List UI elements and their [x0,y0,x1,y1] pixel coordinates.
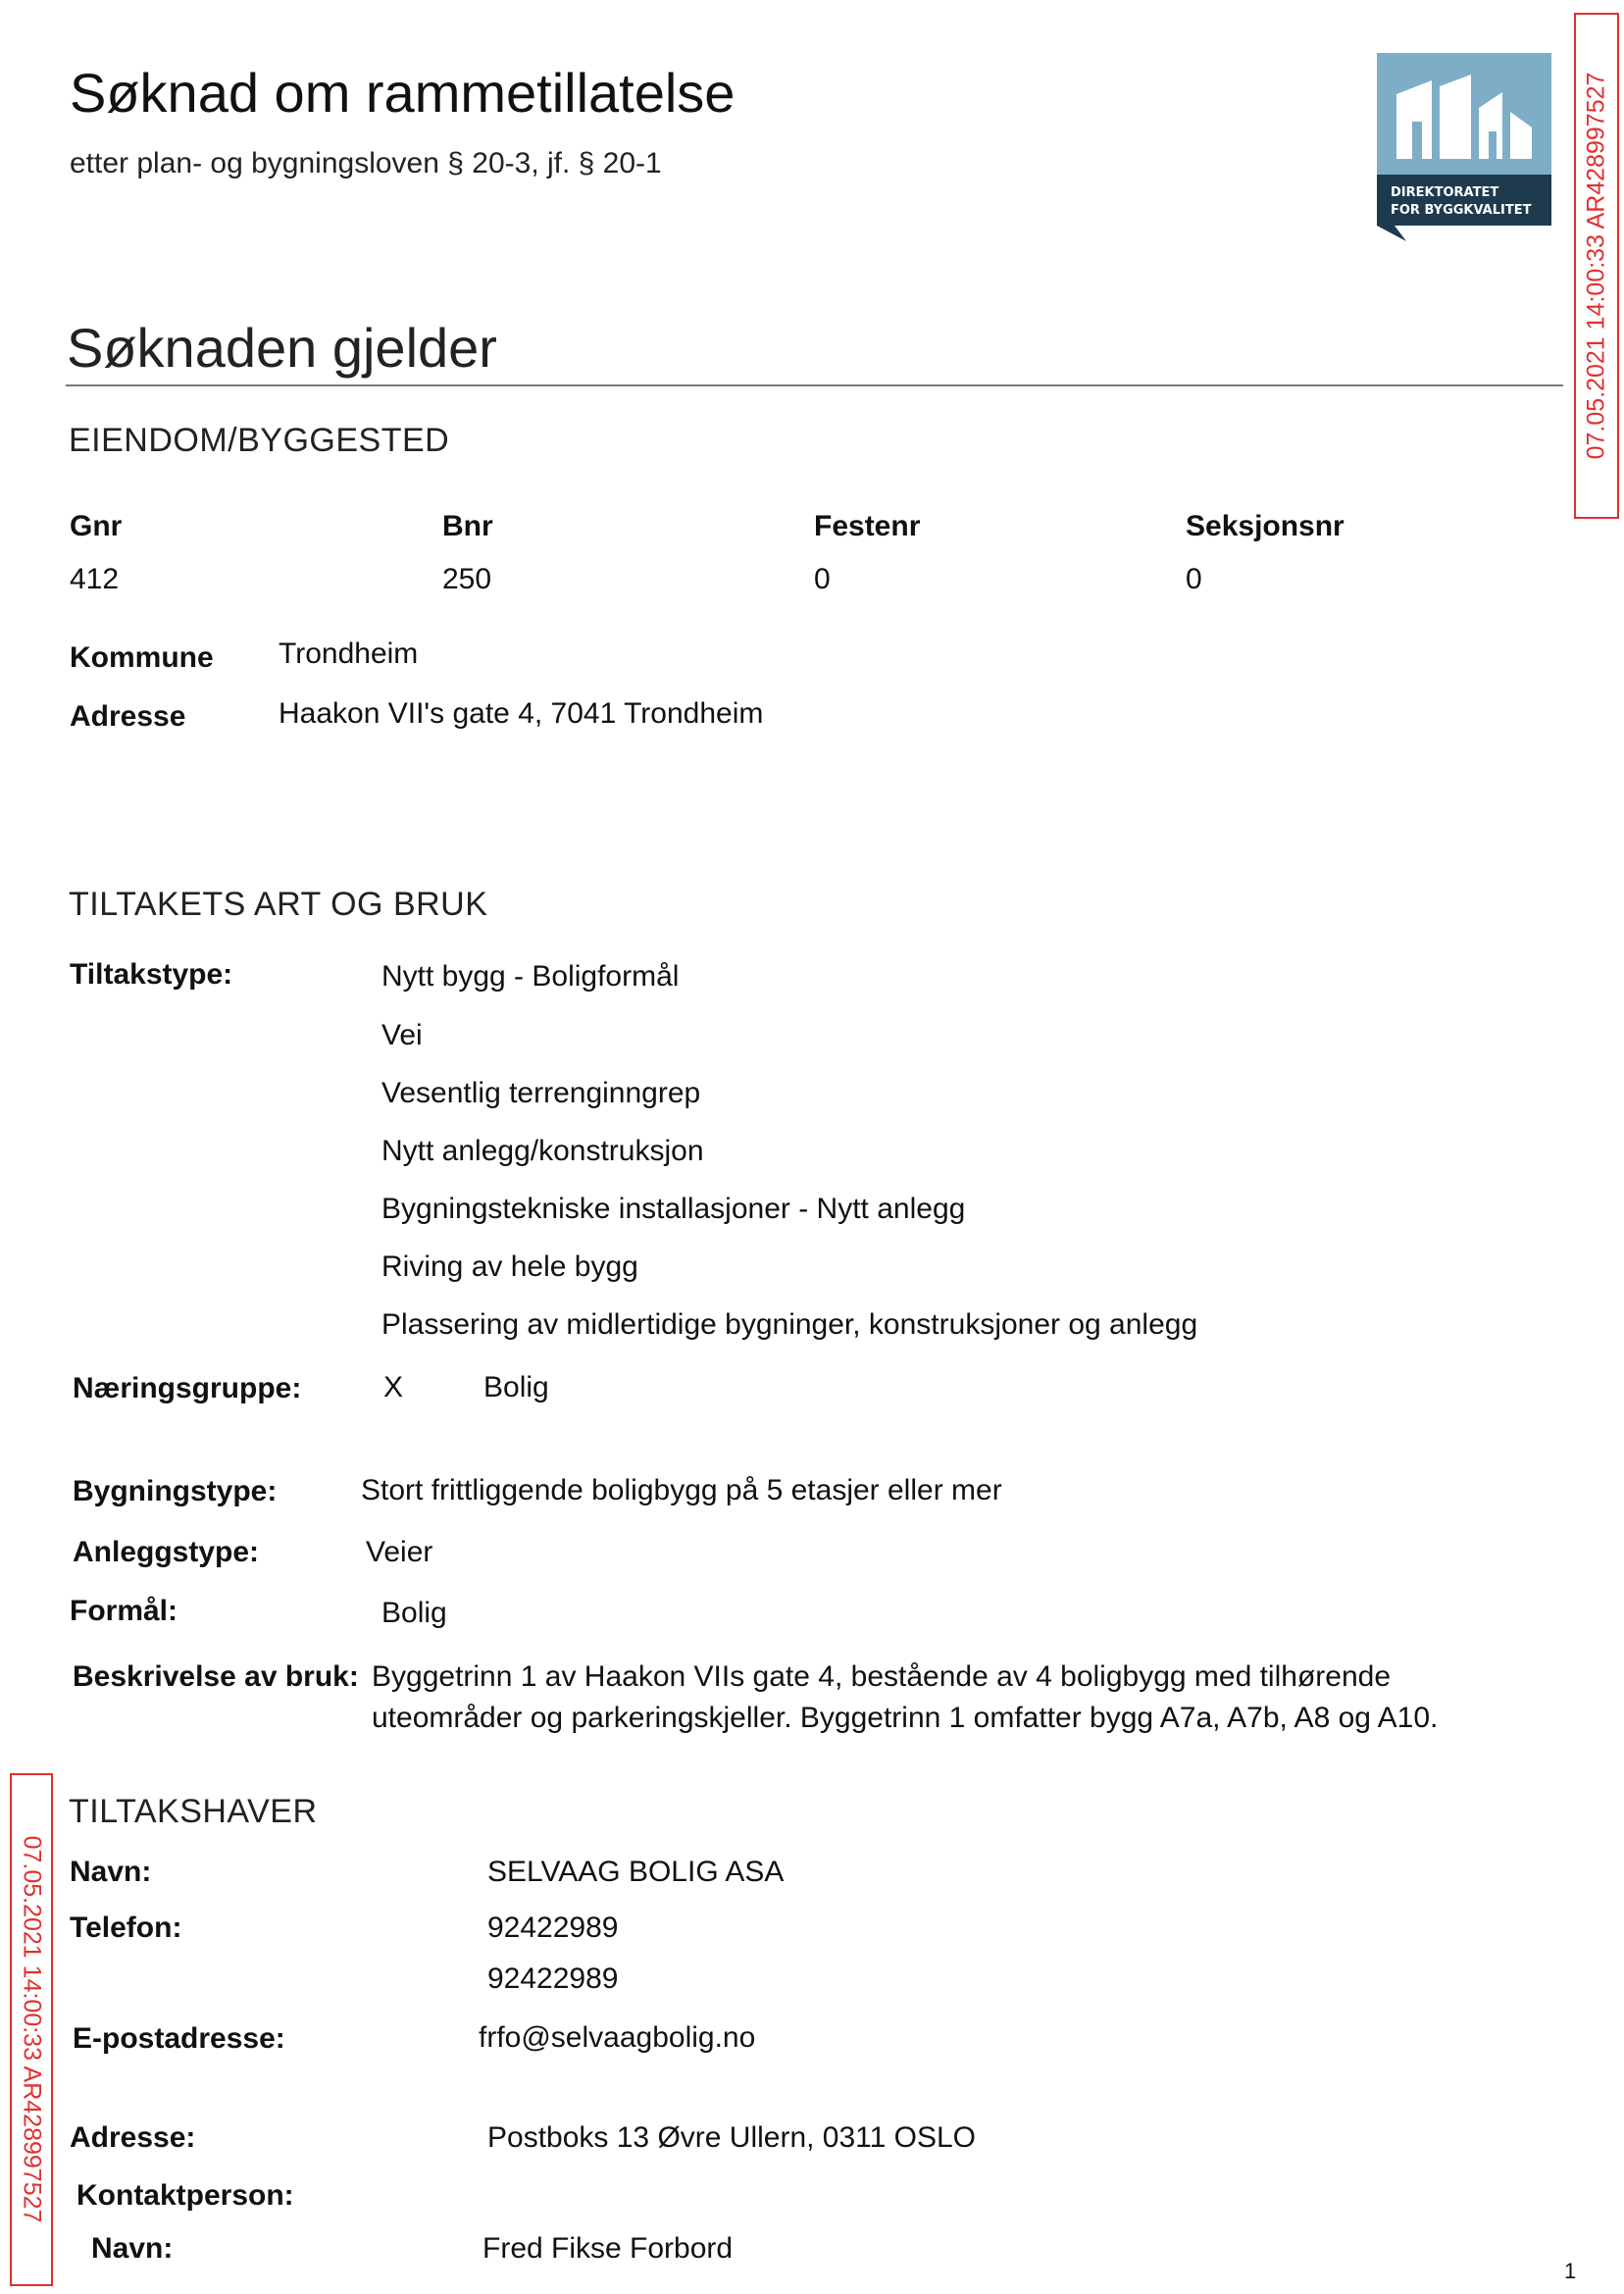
document-title: Søknad om rammetillatelse [70,62,736,124]
anleggstype-value: Veier [366,1536,433,1568]
kommune-value: Trondheim [279,637,419,670]
telefon-value: 92422989 [487,1912,619,1944]
naeringsgruppe-code: X [383,1371,404,1403]
tiltakstype-label: Tiltakstype: [70,958,233,991]
naeringsgruppe-value: Bolig [483,1371,549,1403]
kontakt-navn-label: Navn: [91,2232,174,2265]
eiendom-heading: EIENDOM/BYGGESTED [69,422,450,459]
anleggstype-label: Anleggstype: [73,1536,260,1568]
tiltakstype-item: Bygningstekniske installasjoner - Nytt anlegg [381,1193,966,1225]
tiltakstype-item: Nytt anlegg/konstruksjon [381,1135,704,1167]
festenr-label: Festenr [814,510,921,542]
tiltakstype-item: Vei [381,1019,423,1051]
tiltakstype-item: Nytt bygg - Boligformål [381,960,680,993]
navn-label: Navn: [70,1856,152,1888]
page-number: 1 [1564,2259,1577,2283]
kommune-label: Kommune [70,641,214,674]
bnr-label: Bnr [442,510,493,542]
bnr-value: 250 [442,563,492,595]
archive-stamp-top [1574,13,1619,519]
telefon-value: 92422989 [487,1963,619,1995]
archive-stamp-left [10,1773,53,2286]
tiltakshaver-heading: TILTAKSHAVER [69,1793,318,1830]
kontaktperson-label: Kontaktperson: [76,2179,294,2212]
dibk-logo [1377,53,1551,241]
beskrivelse-line: Byggetrinn 1 av Haakon VIIs gate 4, bestående av 4 boligbygg med tilhørende [372,1660,1391,1693]
epost-label: E-postadresse: [73,2022,285,2055]
tiltakstype-item: Riving av hele bygg [381,1250,638,1283]
kontakt-navn-value: Fred Fikse Forbord [482,2232,734,2265]
seksjonsnr-value: 0 [1186,563,1202,595]
epost-value: frfo@selvaagbolig.no [479,2021,756,2054]
gnr-value: 412 [70,563,120,595]
logo-text-line1: DIREKTORATET [1391,185,1499,200]
tiltakshaver-adresse-label: Adresse: [70,2121,196,2154]
tiltak-heading: TILTAKETS ART OG BRUK [69,886,488,923]
archive-stamp-text: 07.05.2021 14:00:33 AR428997527 [18,1835,46,2223]
archive-stamp-text: 07.05.2021 14:00:33 AR428997527 [1582,72,1610,460]
document-subtitle: etter plan- og bygningsloven § 20-3, jf. § 20-1 [70,147,662,179]
tiltakstype-item: Vesentlig terrenginngrep [381,1077,701,1109]
beskrivelse-line: uteområder og parkeringskjeller. Byggetrinn 1 omfatter bygg A7a, A7b, A8 og A10. [372,1702,1439,1734]
festenr-value: 0 [814,563,831,595]
bygningstype-value: Stort frittliggende boligbygg på 5 etasjer eller mer [361,1474,1002,1506]
adresse-label: Adresse [70,700,186,733]
dibk-logo-graphic [1377,53,1551,241]
section-divider [66,384,1563,386]
bygningstype-label: Bygningstype: [73,1475,278,1507]
navn-value: SELVAAG BOLIG ASA [487,1856,785,1888]
telefon-label: Telefon: [70,1912,182,1944]
beskrivelse-label: Beskrivelse av bruk: [73,1660,359,1693]
tiltakshaver-adresse-value: Postboks 13 Øvre Ullern, 0311 OSLO [487,2121,977,2154]
logo-text-line2: FOR BYGGKVALITET [1391,203,1532,218]
adresse-value: Haakon VII's gate 4, 7041 Trondheim [279,697,764,730]
seksjonsnr-label: Seksjonsnr [1186,510,1345,542]
section-title: Søknaden gjelder [67,317,497,379]
tiltakstype-item: Plassering av midlertidige bygninger, konstruksjoner og anlegg [381,1308,1198,1341]
formal-value: Bolig [381,1597,447,1629]
gnr-label: Gnr [70,510,123,542]
formal-label: Formål: [70,1595,178,1627]
naeringsgruppe-label: Næringsgruppe: [73,1372,302,1404]
